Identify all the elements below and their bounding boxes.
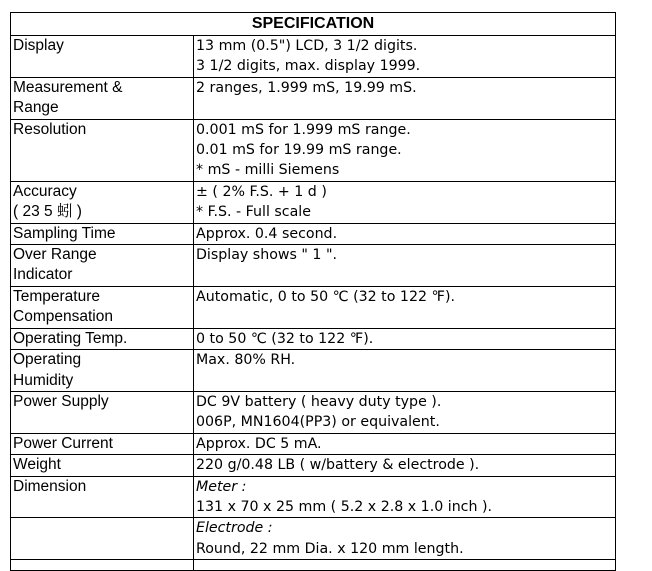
electrode-row: [11, 518, 616, 560]
spec-value: [194, 328, 616, 349]
spec-label-line: Accuracy: [13, 182, 77, 200]
table-row: [11, 36, 616, 78]
spec-value-line: Max. 80% RH.: [196, 352, 296, 369]
spec-label-line: Compensation: [13, 308, 113, 326]
table-row: [11, 350, 616, 392]
spec-label: [11, 77, 194, 119]
spec-value-line: DC 9V battery ( heavy duty type ).: [196, 393, 442, 410]
table-row: [11, 119, 616, 181]
table-header-row: [11, 13, 616, 36]
spec-label-line: Operating Temp.: [13, 329, 128, 347]
spec-value-line: 006P, MN1604(PP3) or equivalent.: [196, 414, 440, 431]
spec-label: [11, 181, 194, 223]
meter-heading: Meter :: [196, 478, 247, 495]
dimension-row: [11, 476, 616, 518]
electrode-heading: Electrode :: [196, 520, 273, 537]
spec-label-line: Weight: [13, 456, 61, 474]
meter-value: 131 x 70 x 25 mm ( 5.2 x 2.8 x 1.0 inch ).: [196, 498, 493, 515]
electrode-cell: [194, 518, 616, 560]
dimension-label: Dimension: [11, 476, 194, 518]
spec-value: [194, 245, 616, 287]
spec-value-line: 3 1/2 digits, max. display 1999.: [196, 58, 421, 75]
spec-value: [194, 455, 616, 476]
spec-value-line: 13 mm (0.5") LCD, 3 1/2 digits.: [196, 38, 418, 54]
spec-value-line: ± ( 2% F.S. + 1 d ): [196, 183, 327, 200]
spec-value-line: Approx. DC 5 mA.: [196, 435, 322, 452]
truncated-label-cell: [11, 560, 194, 571]
spec-label-line: Humidity: [13, 371, 74, 389]
spec-label: [11, 119, 194, 181]
spec-value-line: 0.01 mS for 19.99 mS range.: [196, 142, 402, 159]
truncated-row: [11, 560, 616, 571]
dimension-rows: [11, 476, 616, 571]
spec-value-line: Approx. 0.4 second.: [196, 225, 338, 242]
table-row: [11, 77, 616, 119]
spec-value-line: * F.S. - Full scale: [196, 204, 311, 221]
electrode-value: Round, 22 mm Dia. x 120 mm length.: [196, 540, 464, 557]
spec-label-line: Power Current: [13, 434, 113, 452]
spec-label-line: Power Supply: [13, 392, 109, 410]
spec-label-line: Display: [13, 37, 64, 54]
table-row: [11, 328, 616, 349]
spec-label-line: Operating: [13, 351, 82, 369]
spec-label-line: Sampling Time: [13, 224, 116, 242]
spec-label-line: Over Range: [13, 246, 97, 264]
table-row: [11, 286, 616, 328]
spec-rows: [11, 36, 616, 477]
spec-value: [194, 391, 616, 433]
spec-value-line: 220 g/0.48 LB ( w/battery & electrode ).: [196, 457, 480, 474]
truncated-value-cell: [194, 560, 616, 571]
spec-label-line: Indicator: [13, 266, 73, 284]
spec-label: [11, 245, 194, 287]
spec-value: [194, 36, 616, 78]
spec-label: [11, 223, 194, 244]
spec-value: [194, 433, 616, 454]
spec-value: [194, 350, 616, 392]
spec-label: [11, 36, 194, 78]
spec-label-line: ( 23 5 蚓 ): [13, 203, 82, 221]
spec-value: [194, 223, 616, 244]
table-row: [11, 455, 616, 476]
spec-value: [194, 77, 616, 119]
spec-label-line: Range: [13, 99, 59, 117]
spec-value-line: Automatic, 0 to 50 ℃ (32 to 122 ℉).: [196, 288, 456, 305]
spec-label: [11, 455, 194, 476]
spec-value: [194, 119, 616, 181]
spec-value-line: 0 to 50 ℃ (32 to 122 ℉).: [196, 330, 374, 347]
spec-value: [194, 286, 616, 328]
table-row: [11, 181, 616, 223]
spec-value-line: 0.001 mS for 1.999 mS range.: [196, 121, 411, 138]
table-title: SPECIFICATION: [11, 13, 616, 36]
spec-value-line: 2 ranges, 1.999 mS, 19.99 mS.: [196, 79, 417, 96]
spec-value: [194, 181, 616, 223]
table-row: [11, 391, 616, 433]
spec-label-line: Measurement &: [13, 78, 123, 96]
spec-value-line: Display shows " 1 ".: [196, 247, 337, 264]
spec-label: [11, 433, 194, 454]
spec-label-line: Resolution: [13, 120, 87, 138]
table-row: [11, 245, 616, 287]
spec-label-line: Temperature: [13, 287, 101, 305]
spec-label: [11, 391, 194, 433]
meter-cell: [194, 476, 616, 518]
table-row: [11, 433, 616, 454]
dimension-label-continued: [11, 518, 194, 560]
spec-label: [11, 286, 194, 328]
specification-table: [10, 12, 616, 571]
spec-value-line: * mS - milli Siemens: [196, 162, 340, 179]
spec-label: [11, 350, 194, 392]
table-row: [11, 223, 616, 244]
spec-label: [11, 328, 194, 349]
